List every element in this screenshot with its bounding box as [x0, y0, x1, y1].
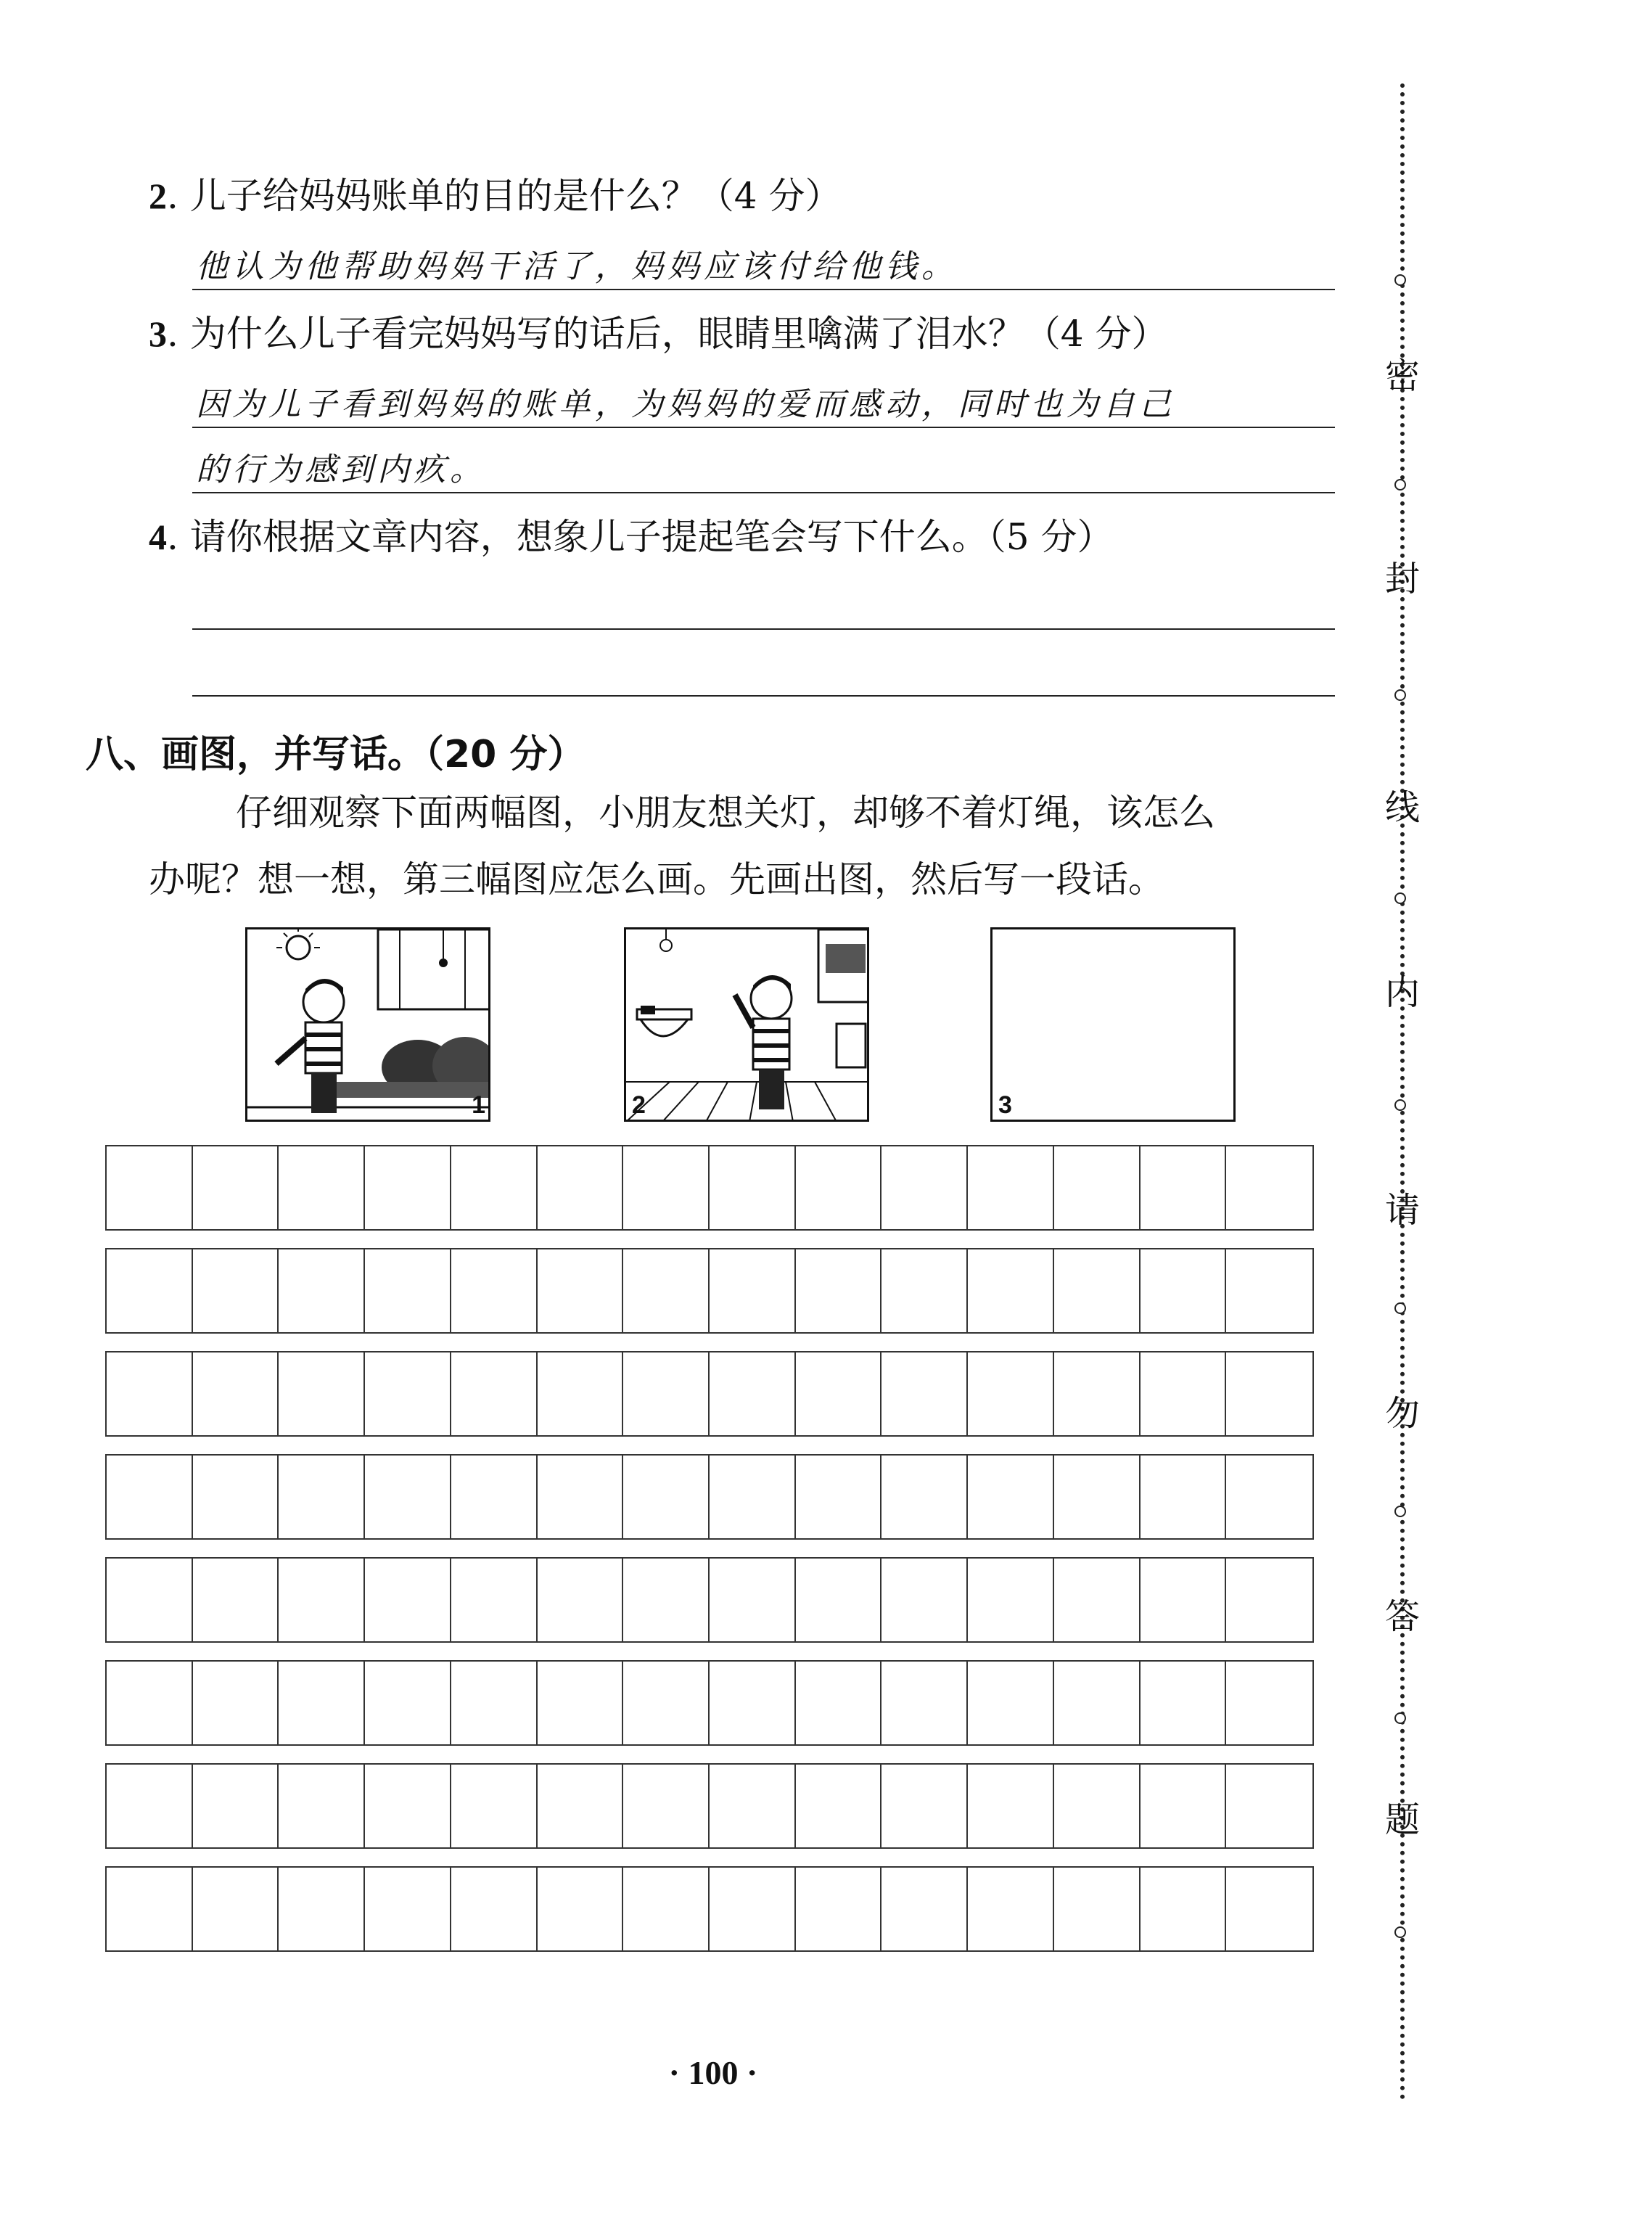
writing-cell[interactable]	[796, 1868, 882, 1950]
writing-cell[interactable]	[1226, 1868, 1312, 1950]
writing-cell[interactable]	[1226, 1559, 1312, 1641]
grid-row	[105, 1866, 1314, 1952]
picture-2	[624, 927, 869, 1122]
question-text: . 儿子给妈妈账单的目的是什么？（4 分）	[167, 175, 842, 217]
binding-circle-icon	[1394, 479, 1406, 490]
binding-circle-icon	[1394, 689, 1406, 701]
writing-cell[interactable]	[451, 1559, 538, 1641]
writing-cell[interactable]	[882, 1868, 968, 1950]
picture-label: 3	[998, 1091, 1012, 1119]
picture-label: 2	[632, 1091, 646, 1119]
page-number: · 100 ·	[668, 2054, 758, 2091]
writing-cell[interactable]	[882, 1456, 968, 1538]
writing-cell[interactable]	[1054, 1559, 1141, 1641]
section-title: 八、画图，并写话。（20 分）	[86, 733, 585, 776]
writing-cell[interactable]	[538, 1559, 624, 1641]
writing-cell[interactable]	[193, 1146, 279, 1229]
writing-cell[interactable]	[538, 1146, 624, 1229]
writing-cell[interactable]	[1226, 1146, 1312, 1229]
writing-cell[interactable]	[623, 1662, 710, 1744]
writing-cell[interactable]	[623, 1456, 710, 1538]
writing-cell[interactable]	[623, 1352, 710, 1435]
binding-circle-icon	[1394, 892, 1406, 904]
writing-cell[interactable]	[451, 1662, 538, 1744]
answer-line: 因为儿子看到妈妈的账单，为妈妈的爱而感动，同时也为自己	[196, 386, 1175, 423]
writing-cell[interactable]	[882, 1765, 968, 1847]
writing-cell[interactable]	[623, 1559, 710, 1641]
grid-row	[105, 1660, 1314, 1746]
writing-cell[interactable]	[193, 1662, 279, 1744]
binding-char: 勿	[1384, 1393, 1420, 1434]
binding-char: 题	[1384, 1799, 1420, 1840]
writing-cell[interactable]	[710, 1662, 796, 1744]
picture-3-drawing-box[interactable]	[990, 927, 1236, 1122]
binding-circle-icon	[1394, 1506, 1406, 1517]
writing-cell[interactable]	[1141, 1868, 1227, 1950]
boy-looking-at-light-icon	[247, 929, 490, 1122]
writing-cell[interactable]	[882, 1559, 968, 1641]
writing-cell[interactable]	[1141, 1352, 1227, 1435]
writing-cell[interactable]	[1054, 1249, 1141, 1332]
writing-cell[interactable]	[796, 1249, 882, 1332]
binding-char: 封	[1384, 559, 1420, 599]
writing-cell[interactable]	[1141, 1146, 1227, 1229]
writing-cell[interactable]	[538, 1352, 624, 1435]
writing-cell[interactable]	[107, 1559, 193, 1641]
grid-row	[105, 1557, 1314, 1643]
writing-cell[interactable]	[1226, 1352, 1312, 1435]
writing-cell[interactable]	[365, 1868, 451, 1950]
writing-cell[interactable]	[538, 1456, 624, 1538]
writing-cell[interactable]	[796, 1662, 882, 1744]
writing-cell[interactable]	[279, 1456, 365, 1538]
writing-cell[interactable]	[193, 1765, 279, 1847]
question-4	[149, 515, 1114, 559]
writing-cell[interactable]	[882, 1249, 968, 1332]
writing-cell[interactable]	[1141, 1456, 1227, 1538]
writing-cell[interactable]	[365, 1662, 451, 1744]
writing-cell[interactable]	[1054, 1662, 1141, 1744]
writing-cell[interactable]	[623, 1765, 710, 1847]
writing-cell[interactable]	[193, 1868, 279, 1950]
writing-cell[interactable]	[796, 1559, 882, 1641]
writing-cell[interactable]	[1054, 1765, 1141, 1847]
question-3	[149, 312, 1168, 356]
writing-cell[interactable]	[1226, 1249, 1312, 1332]
grid-row	[105, 1248, 1314, 1334]
writing-cell[interactable]	[107, 1146, 193, 1229]
writing-cell[interactable]	[1054, 1456, 1141, 1538]
writing-cell[interactable]	[796, 1765, 882, 1847]
writing-cell[interactable]	[1226, 1765, 1312, 1847]
writing-cell[interactable]	[193, 1456, 279, 1538]
binding-circle-icon	[1394, 1926, 1406, 1938]
writing-cell[interactable]	[1054, 1352, 1141, 1435]
writing-cell[interactable]	[365, 1249, 451, 1332]
writing-cell[interactable]	[710, 1456, 796, 1538]
binding-circle-icon	[1394, 1302, 1406, 1314]
writing-cell[interactable]	[279, 1662, 365, 1744]
writing-cell[interactable]	[107, 1868, 193, 1950]
writing-cell[interactable]	[623, 1249, 710, 1332]
writing-cell[interactable]	[968, 1249, 1054, 1332]
writing-cell[interactable]	[107, 1352, 193, 1435]
writing-cell[interactable]	[882, 1662, 968, 1744]
writing-cell[interactable]	[451, 1352, 538, 1435]
writing-cell[interactable]	[107, 1662, 193, 1744]
writing-cell[interactable]	[796, 1146, 882, 1229]
writing-cell[interactable]	[279, 1868, 365, 1950]
writing-cell[interactable]	[451, 1249, 538, 1332]
question-number: 2	[149, 176, 167, 216]
writing-cell[interactable]	[193, 1352, 279, 1435]
writing-cell[interactable]	[968, 1559, 1054, 1641]
boy-under-lamp-icon	[626, 929, 869, 1122]
writing-cell[interactable]	[1141, 1662, 1227, 1744]
writing-cell[interactable]	[796, 1456, 882, 1538]
writing-cell[interactable]	[623, 1146, 710, 1229]
writing-cell[interactable]	[1226, 1662, 1312, 1744]
binding-char: 请	[1384, 1190, 1420, 1231]
answer-rule	[192, 289, 1335, 290]
answer-line: 他认为他帮助妈妈干活了，妈妈应该付给他钱。	[196, 248, 958, 285]
writing-cell[interactable]	[1054, 1868, 1141, 1950]
writing-cell[interactable]	[193, 1559, 279, 1641]
writing-cell[interactable]	[279, 1352, 365, 1435]
writing-cell[interactable]	[710, 1868, 796, 1950]
writing-cell[interactable]	[710, 1352, 796, 1435]
writing-cell[interactable]	[451, 1765, 538, 1847]
writing-cell[interactable]	[365, 1559, 451, 1641]
writing-cell[interactable]	[968, 1352, 1054, 1435]
writing-cell[interactable]	[968, 1868, 1054, 1950]
grid-row	[105, 1145, 1314, 1231]
writing-cell[interactable]	[538, 1249, 624, 1332]
writing-cell[interactable]	[193, 1249, 279, 1332]
writing-cell[interactable]	[796, 1352, 882, 1435]
writing-cell[interactable]	[365, 1765, 451, 1847]
answer-line: 的行为感到内疚。	[196, 451, 486, 488]
writing-cell[interactable]	[1226, 1456, 1312, 1538]
writing-cell[interactable]	[968, 1146, 1054, 1229]
writing-cell[interactable]	[279, 1765, 365, 1847]
answer-rule	[192, 492, 1335, 493]
writing-cell[interactable]	[968, 1765, 1054, 1847]
writing-cell[interactable]	[107, 1765, 193, 1847]
writing-cell[interactable]	[107, 1249, 193, 1332]
binding-char: 密	[1384, 356, 1420, 396]
writing-cell[interactable]	[710, 1559, 796, 1641]
instruction-line: 办呢？想一想，第三幅图应怎么画。先画出图，然后写一段话。	[149, 858, 1164, 900]
binding-char: 答	[1384, 1596, 1420, 1637]
writing-cell[interactable]	[451, 1456, 538, 1538]
writing-cell[interactable]	[882, 1146, 968, 1229]
writing-cell[interactable]	[1054, 1146, 1141, 1229]
writing-cell[interactable]	[968, 1662, 1054, 1744]
writing-cell[interactable]	[538, 1662, 624, 1744]
question-number: 3	[149, 313, 167, 354]
writing-cell[interactable]	[538, 1868, 624, 1950]
writing-cell[interactable]	[710, 1249, 796, 1332]
picture-label: 1	[472, 1091, 485, 1119]
answer-rule	[192, 427, 1335, 428]
grid-row	[105, 1454, 1314, 1540]
answer-rule[interactable]	[192, 628, 1335, 630]
binding-circle-icon	[1394, 274, 1406, 286]
writing-cell[interactable]	[451, 1868, 538, 1950]
grid-row	[105, 1351, 1314, 1437]
binding-char: 内	[1384, 972, 1420, 1013]
question-text: . 请你根据文章内容，想象儿子提起笔会写下什么。（5 分）	[167, 516, 1114, 558]
binding-char: 线	[1384, 787, 1420, 828]
writing-cell[interactable]	[1141, 1559, 1227, 1641]
instruction-line: 仔细观察下面两幅图，小朋友想关灯，却够不着灯绳，该怎么	[236, 792, 1215, 834]
writing-cell[interactable]	[710, 1146, 796, 1229]
writing-cell[interactable]	[1141, 1765, 1227, 1847]
writing-cell[interactable]	[279, 1146, 365, 1229]
writing-cell[interactable]	[710, 1765, 796, 1847]
grid-row	[105, 1763, 1314, 1849]
writing-cell[interactable]	[451, 1146, 538, 1229]
writing-cell[interactable]	[365, 1352, 451, 1435]
answer-rule[interactable]	[192, 695, 1335, 697]
picture-1	[245, 927, 490, 1122]
question-2	[149, 174, 842, 218]
writing-cell[interactable]	[538, 1765, 624, 1847]
writing-cell[interactable]	[882, 1352, 968, 1435]
binding-circle-icon	[1394, 1712, 1406, 1724]
question-text: . 为什么儿子看完妈妈写的话后，眼睛里噙满了泪水？（4 分）	[167, 313, 1168, 355]
writing-cell[interactable]	[107, 1456, 193, 1538]
writing-cell[interactable]	[365, 1146, 451, 1229]
writing-cell[interactable]	[279, 1559, 365, 1641]
writing-cell[interactable]	[365, 1456, 451, 1538]
writing-cell[interactable]	[1141, 1249, 1227, 1332]
writing-cell[interactable]	[968, 1456, 1054, 1538]
binding-circle-icon	[1394, 1099, 1406, 1111]
question-number: 4	[149, 517, 167, 557]
writing-cell[interactable]	[623, 1868, 710, 1950]
writing-cell[interactable]	[279, 1249, 365, 1332]
